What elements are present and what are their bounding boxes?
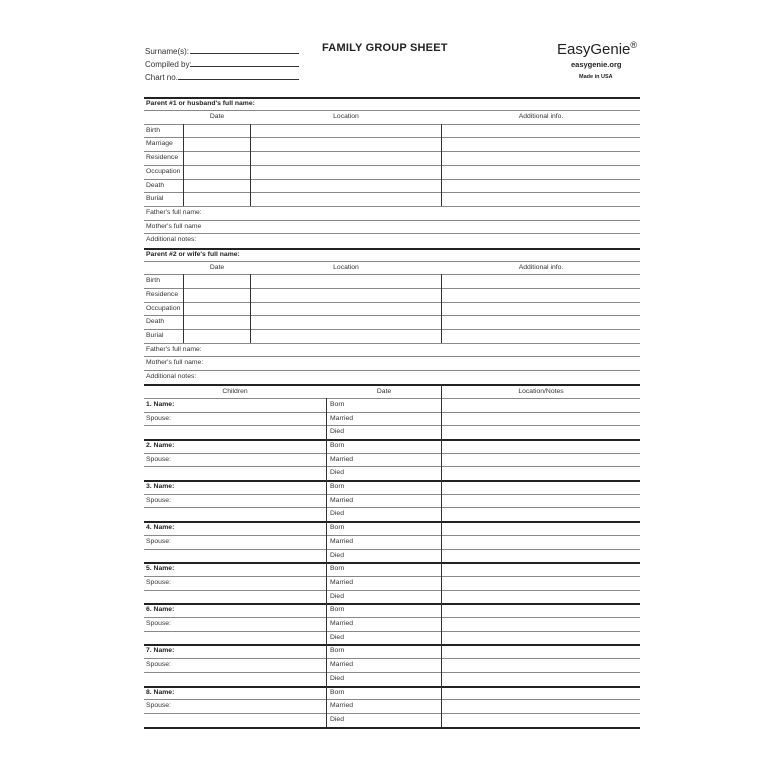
parent1-burial-location[interactable] bbox=[250, 192, 442, 206]
child-8-died-notes[interactable] bbox=[442, 713, 640, 727]
child-4-died-notes[interactable] bbox=[442, 549, 640, 563]
child-7-died-notes[interactable] bbox=[442, 672, 640, 686]
brand-origin: Made in USA bbox=[579, 74, 613, 80]
column-header-additional-info: Additional info. bbox=[518, 113, 564, 120]
event-label-marriage: Marriage bbox=[146, 140, 173, 148]
child-event-label: Died bbox=[330, 551, 344, 559]
parent1-extra-field-2[interactable] bbox=[230, 233, 640, 247]
child-1-died-date[interactable] bbox=[370, 425, 441, 439]
event-label-death: Death bbox=[146, 318, 165, 326]
extra-label-2: Additional notes: bbox=[146, 236, 197, 244]
column-header-location: Location bbox=[333, 113, 359, 120]
child-name-label: 8. Name: bbox=[146, 688, 175, 696]
event-label-burial: Burial bbox=[146, 195, 164, 203]
child-2-died-date[interactable] bbox=[370, 466, 441, 480]
parent2-extra-field-0[interactable] bbox=[230, 343, 640, 357]
bottom-border bbox=[144, 727, 640, 729]
child-5-died-notes[interactable] bbox=[442, 590, 640, 604]
child-2-married-date[interactable] bbox=[370, 453, 441, 467]
child-name-label: 1. Name: bbox=[146, 400, 175, 408]
extra-label-0: Father's full name: bbox=[146, 208, 202, 216]
child-event-label: Married bbox=[330, 537, 354, 545]
child-3-married-date[interactable] bbox=[370, 494, 441, 508]
child-7-married-notes[interactable] bbox=[442, 658, 640, 672]
child-event-label: Married bbox=[330, 414, 354, 422]
child-6-born-notes[interactable] bbox=[442, 603, 640, 617]
child-3-born-date[interactable] bbox=[370, 480, 441, 494]
child-2-born-date[interactable] bbox=[370, 439, 441, 453]
child-1-married-date[interactable] bbox=[370, 412, 441, 426]
parent1-residence-location[interactable] bbox=[250, 151, 442, 165]
child-spouse-label: Spouse: bbox=[146, 537, 171, 545]
column-header-additional-info: Additional info. bbox=[518, 263, 564, 271]
child-event-label: Died bbox=[330, 510, 344, 518]
column-divider bbox=[441, 124, 442, 206]
child-event-label: Died bbox=[330, 674, 344, 682]
column-header-date: Date bbox=[376, 387, 392, 395]
event-label-occupation: Occupation bbox=[146, 304, 181, 312]
parent1-burial-info[interactable] bbox=[442, 192, 640, 206]
child-8-married-notes[interactable] bbox=[442, 699, 640, 713]
child-event-label: Born bbox=[330, 606, 345, 614]
child-5-married-date[interactable] bbox=[370, 576, 441, 590]
child-8-married-date[interactable] bbox=[370, 699, 441, 713]
child-4-born-notes[interactable] bbox=[442, 521, 640, 535]
compiled-by-field[interactable] bbox=[190, 66, 299, 67]
child-event-label: Married bbox=[330, 455, 354, 463]
parent2-residence-info[interactable] bbox=[442, 288, 640, 302]
child-event-label: Died bbox=[330, 469, 344, 477]
child-3-died-notes[interactable] bbox=[442, 507, 640, 521]
parent1-extra-field-1[interactable] bbox=[230, 220, 640, 234]
child-spouse-label: Spouse: bbox=[146, 578, 171, 586]
compiled-by-label: Compiled by: bbox=[145, 60, 192, 69]
parent1-extra-field-0[interactable] bbox=[230, 206, 640, 220]
brand-name: EasyGenie bbox=[557, 41, 631, 58]
parent1-death-info[interactable] bbox=[442, 179, 640, 193]
event-label-occupation: Occupation bbox=[146, 167, 181, 175]
event-label-birth: Birth bbox=[146, 277, 160, 285]
parent1-marriage-location[interactable] bbox=[250, 137, 442, 151]
extra-label-1: Mother's full name: bbox=[146, 359, 204, 367]
parent2-birth-info[interactable] bbox=[442, 274, 640, 288]
child-event-label: Born bbox=[330, 565, 345, 573]
parent1-occupation-date[interactable] bbox=[184, 165, 250, 179]
child-event-label: Born bbox=[330, 524, 345, 532]
child-8-born-notes[interactable] bbox=[442, 686, 640, 700]
child-2-died-notes[interactable] bbox=[442, 466, 640, 480]
child-7-born-date[interactable] bbox=[370, 644, 441, 658]
child-3-married-notes[interactable] bbox=[442, 494, 640, 508]
child-spouse-label: Spouse: bbox=[146, 496, 171, 504]
child-name-label: 4. Name: bbox=[146, 524, 175, 532]
page-title: FAMILY GROUP SHEET bbox=[322, 42, 448, 54]
parent2-birth-location[interactable] bbox=[250, 274, 442, 288]
parent1-marriage-info[interactable] bbox=[442, 137, 640, 151]
child-event-label: Married bbox=[330, 661, 354, 669]
parent2-extra-field-2[interactable] bbox=[230, 370, 640, 384]
child-spouse-label: Spouse: bbox=[146, 620, 171, 627]
column-header-date: Date bbox=[209, 113, 225, 120]
child-1-married-notes[interactable] bbox=[442, 412, 640, 426]
column-divider bbox=[183, 274, 184, 343]
child-event-label: Married bbox=[330, 620, 354, 627]
parent2-birth-date[interactable] bbox=[184, 274, 250, 288]
child-event-label: Born bbox=[330, 688, 345, 696]
brand-logo bbox=[557, 40, 637, 58]
child-8-born-date[interactable] bbox=[370, 686, 441, 700]
child-event-label: Died bbox=[330, 715, 344, 723]
child-4-died-date[interactable] bbox=[370, 549, 441, 563]
parent1-marriage-date[interactable] bbox=[184, 137, 250, 151]
parent2-occupation-date[interactable] bbox=[184, 302, 250, 316]
parent2-residence-date[interactable] bbox=[184, 288, 250, 302]
extra-label-1: Mother's full name bbox=[146, 222, 202, 230]
event-label-residence: Residence bbox=[146, 154, 179, 162]
parent1-death-location[interactable] bbox=[250, 179, 442, 193]
column-header-children: Children bbox=[222, 387, 248, 395]
registered-mark: ® bbox=[630, 40, 638, 50]
chart-no-field[interactable] bbox=[178, 79, 299, 80]
child-event-label: Born bbox=[330, 483, 345, 490]
child-4-married-date[interactable] bbox=[370, 535, 441, 549]
parent1-occupation-info[interactable] bbox=[442, 165, 640, 179]
column-divider bbox=[441, 384, 442, 727]
chart-no-label: Chart no. bbox=[145, 73, 178, 82]
child-event-label: Born bbox=[330, 647, 345, 655]
extra-label-0: Father's full name: bbox=[146, 345, 202, 353]
parent2-death-date[interactable] bbox=[184, 315, 250, 329]
child-6-died-notes[interactable] bbox=[442, 631, 640, 645]
event-label-burial: Burial bbox=[146, 332, 164, 339]
column-header-location: Location bbox=[333, 263, 359, 271]
event-label-birth: Birth bbox=[146, 126, 160, 134]
child-event-label: Died bbox=[330, 592, 344, 600]
parent1-residence-date[interactable] bbox=[184, 151, 250, 165]
child-1-died-notes[interactable] bbox=[442, 425, 640, 439]
child-spouse-label: Spouse: bbox=[146, 455, 171, 463]
column-divider bbox=[250, 124, 251, 206]
child-2-married-notes[interactable] bbox=[442, 453, 640, 467]
brand-site: easygenie.org bbox=[571, 60, 622, 69]
column-divider bbox=[250, 274, 251, 343]
child-7-born-notes[interactable] bbox=[442, 644, 640, 658]
child-name-label: 2. Name: bbox=[146, 441, 175, 449]
parent1-birth-date[interactable] bbox=[184, 124, 250, 138]
child-3-born-notes[interactable] bbox=[442, 480, 640, 494]
column-divider bbox=[326, 398, 327, 727]
child-6-married-date[interactable] bbox=[370, 617, 441, 631]
event-label-death: Death bbox=[146, 181, 165, 189]
parent1-name-field[interactable] bbox=[260, 99, 640, 109]
child-5-married-notes[interactable] bbox=[442, 576, 640, 590]
child-name-label: 3. Name: bbox=[146, 483, 175, 490]
child-name-label: 7. Name: bbox=[146, 647, 175, 655]
child-4-married-notes[interactable] bbox=[442, 535, 640, 549]
child-1-born-date[interactable] bbox=[370, 398, 441, 412]
parent1-residence-info[interactable] bbox=[442, 151, 640, 165]
parent2-occupation-info[interactable] bbox=[442, 302, 640, 316]
child-3-died-date[interactable] bbox=[370, 507, 441, 521]
parent2-death-location[interactable] bbox=[250, 315, 442, 329]
parent1-name-label: Parent #1 or husband's full name: bbox=[146, 100, 255, 107]
parent2-extra-field-1[interactable] bbox=[230, 356, 640, 370]
column-header-date: Date bbox=[209, 263, 225, 271]
child-event-label: Died bbox=[330, 633, 344, 641]
child-7-married-date[interactable] bbox=[370, 658, 441, 672]
child-8-died-date[interactable] bbox=[370, 713, 441, 727]
child-spouse-label: Spouse: bbox=[146, 661, 171, 669]
child-event-label: Married bbox=[330, 702, 354, 710]
parent2-burial-info[interactable] bbox=[442, 329, 640, 343]
parent1-birth-info[interactable] bbox=[442, 124, 640, 138]
parent2-name-label: Parent #2 or wife's full name: bbox=[146, 250, 240, 258]
section-divider bbox=[144, 384, 640, 386]
column-divider bbox=[441, 274, 442, 343]
parent1-burial-date[interactable] bbox=[184, 192, 250, 206]
child-6-born-date[interactable] bbox=[370, 603, 441, 617]
child-5-born-date[interactable] bbox=[370, 562, 441, 576]
child-event-label: Born bbox=[330, 441, 345, 449]
child-name-label: 6. Name: bbox=[146, 606, 175, 614]
child-name-label: 5. Name: bbox=[146, 565, 175, 573]
parent1-occupation-location[interactable] bbox=[250, 165, 442, 179]
child-6-died-date[interactable] bbox=[370, 631, 441, 645]
parent2-occupation-location[interactable] bbox=[250, 302, 442, 316]
parent2-burial-date[interactable] bbox=[184, 329, 250, 343]
column-divider bbox=[183, 124, 184, 206]
event-label-residence: Residence bbox=[146, 290, 179, 298]
extra-label-2: Additional notes: bbox=[146, 373, 197, 381]
child-1-born-notes[interactable] bbox=[442, 398, 640, 412]
child-spouse-label: Spouse: bbox=[146, 414, 171, 422]
parent2-death-info[interactable] bbox=[442, 315, 640, 329]
child-event-label: Born bbox=[330, 400, 345, 408]
child-7-died-date[interactable] bbox=[370, 672, 441, 686]
surname-field[interactable] bbox=[190, 53, 299, 54]
parent2-residence-location[interactable] bbox=[250, 288, 442, 302]
child-5-born-notes[interactable] bbox=[442, 562, 640, 576]
child-spouse-label: Spouse: bbox=[146, 702, 171, 710]
child-4-born-date[interactable] bbox=[370, 521, 441, 535]
child-2-born-notes[interactable] bbox=[442, 439, 640, 453]
child-6-married-notes[interactable] bbox=[442, 617, 640, 631]
parent1-death-date[interactable] bbox=[184, 179, 250, 193]
child-event-label: Married bbox=[330, 496, 354, 504]
divider bbox=[144, 110, 640, 111]
parent2-burial-location[interactable] bbox=[250, 329, 442, 343]
child-event-label: Married bbox=[330, 578, 354, 586]
child-5-died-date[interactable] bbox=[370, 590, 441, 604]
column-header-location-notes: Location/Notes bbox=[518, 387, 564, 395]
parent2-name-field[interactable] bbox=[260, 250, 640, 260]
child-event-label: Died bbox=[330, 428, 344, 436]
divider bbox=[144, 261, 640, 262]
surname-label: Surname(s): bbox=[145, 47, 190, 56]
parent1-birth-location[interactable] bbox=[250, 124, 442, 138]
